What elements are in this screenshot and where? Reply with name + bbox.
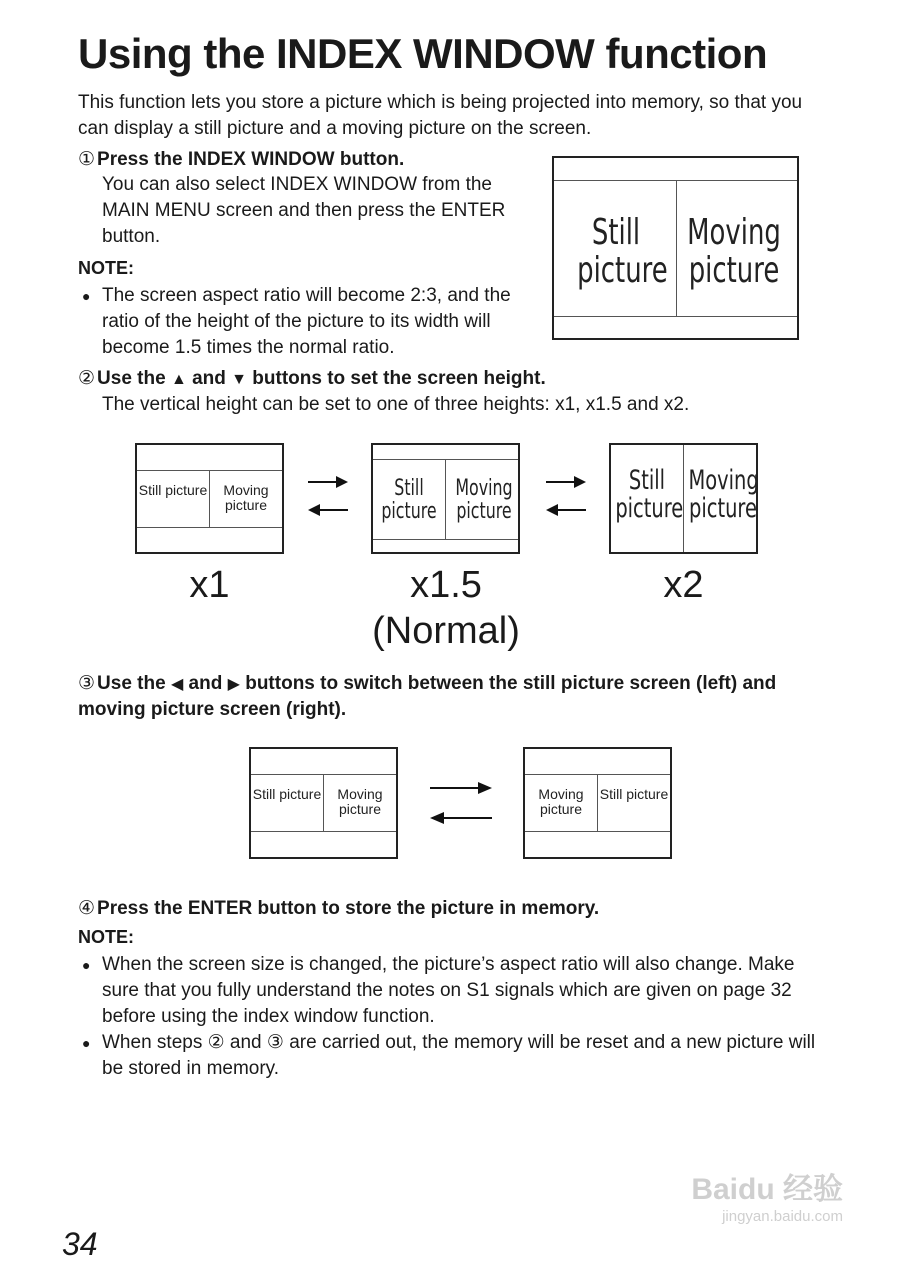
step-2-number: ②	[78, 368, 96, 389]
switch-arrows	[428, 780, 494, 826]
switch-screen-1	[249, 747, 398, 859]
watermark-logo: Baidu 经验	[691, 1173, 843, 1206]
step-4-number: ④	[78, 898, 96, 919]
step-4-note-2: ● When steps ② and ③ are carried out, the memory will be reset and a new picture will be stored in memory.	[78, 1030, 818, 1082]
switch-2-right-label: Still picture	[599, 786, 669, 802]
step-1-note-label: NOTE:	[78, 258, 134, 278]
step-2	[78, 366, 858, 418]
left-triangle-icon: ◀	[170, 676, 184, 693]
step-4	[78, 896, 818, 1082]
page-title: Using the INDEX WINDOW function	[78, 30, 768, 77]
step-1	[78, 147, 538, 361]
step-4-heading: ④ Press the ENTER button to store the picture in memory.	[78, 898, 600, 919]
height-x2-screen	[609, 443, 758, 554]
main-moving-label: Moving picture	[687, 212, 781, 291]
intro-text: This function lets you store a picture which is being projected into memory, so that you can display a still picture and a moving picture on the screen.	[78, 92, 803, 139]
step-4-note-1: ● When the screen size is changed, the picture’s aspect ratio will also change. Make sure that you fully understand the notes on S1 signals which are given on page 32 before using the index window function.	[78, 952, 818, 1030]
step-4-note-label: NOTE:	[78, 927, 134, 947]
index-window-diagram	[552, 156, 799, 340]
step-2-body: The vertical height can be set to one of three heights: x1, x1.5 and x2.	[102, 394, 690, 415]
height-x2-caption: x2	[663, 564, 704, 606]
height-x15-screen	[371, 443, 520, 554]
height-x1-screen	[135, 443, 284, 554]
switch-1-right-label: Moving picture	[337, 786, 383, 817]
step-1-number: ①	[78, 149, 96, 170]
x2-still-label: Still picture	[615, 465, 684, 525]
x2-moving-label: Moving picture	[688, 465, 759, 525]
x1-still-label: Still picture	[138, 482, 208, 498]
x15-moving-label: Moving picture	[455, 476, 513, 525]
baidu-watermark	[691, 1164, 843, 1225]
x15-still-label: Still picture	[381, 476, 437, 525]
watermark-url: jingyan.baidu.com	[722, 1208, 843, 1225]
step-2-heading: ② Use the ▲ and ▼ buttons to set the screen height.	[78, 368, 546, 389]
height-arrows-1	[306, 474, 350, 518]
step-3	[78, 671, 838, 722]
page-number: 34	[62, 1226, 98, 1262]
right-triangle-icon: ▶	[227, 676, 240, 693]
main-still-label: Still picture	[577, 212, 668, 291]
switch-screen-2	[523, 747, 672, 859]
step-1-body: You can also select INDEX WINDOW from the MAIN MENU screen and then press the ENTER button.	[102, 174, 506, 247]
switch-1-left-label: Still picture	[252, 786, 322, 802]
height-arrows-2	[544, 474, 588, 518]
x1-moving-label: Moving picture	[223, 482, 269, 513]
step-1-note: ● The screen aspect ratio will become 2:3, and the ratio of the height of the picture to its width will become 1.5 times the normal ratio.	[78, 283, 538, 361]
up-triangle-icon: ▲	[170, 371, 187, 388]
step-3-number: ③	[78, 673, 96, 694]
height-normal-caption: (Normal)	[372, 610, 520, 652]
height-x1-caption: x1	[189, 564, 230, 606]
height-x15-caption: x1.5	[410, 564, 482, 606]
step-3-heading: ③ Use the ◀ and ▶ buttons to switch between the still picture screen (left) and moving picture screen (right).	[78, 673, 777, 720]
switch-2-left-label: Moving picture	[538, 786, 584, 817]
down-triangle-icon: ▼	[231, 371, 247, 388]
step-1-heading: ① Press the INDEX WINDOW button.	[78, 149, 405, 170]
